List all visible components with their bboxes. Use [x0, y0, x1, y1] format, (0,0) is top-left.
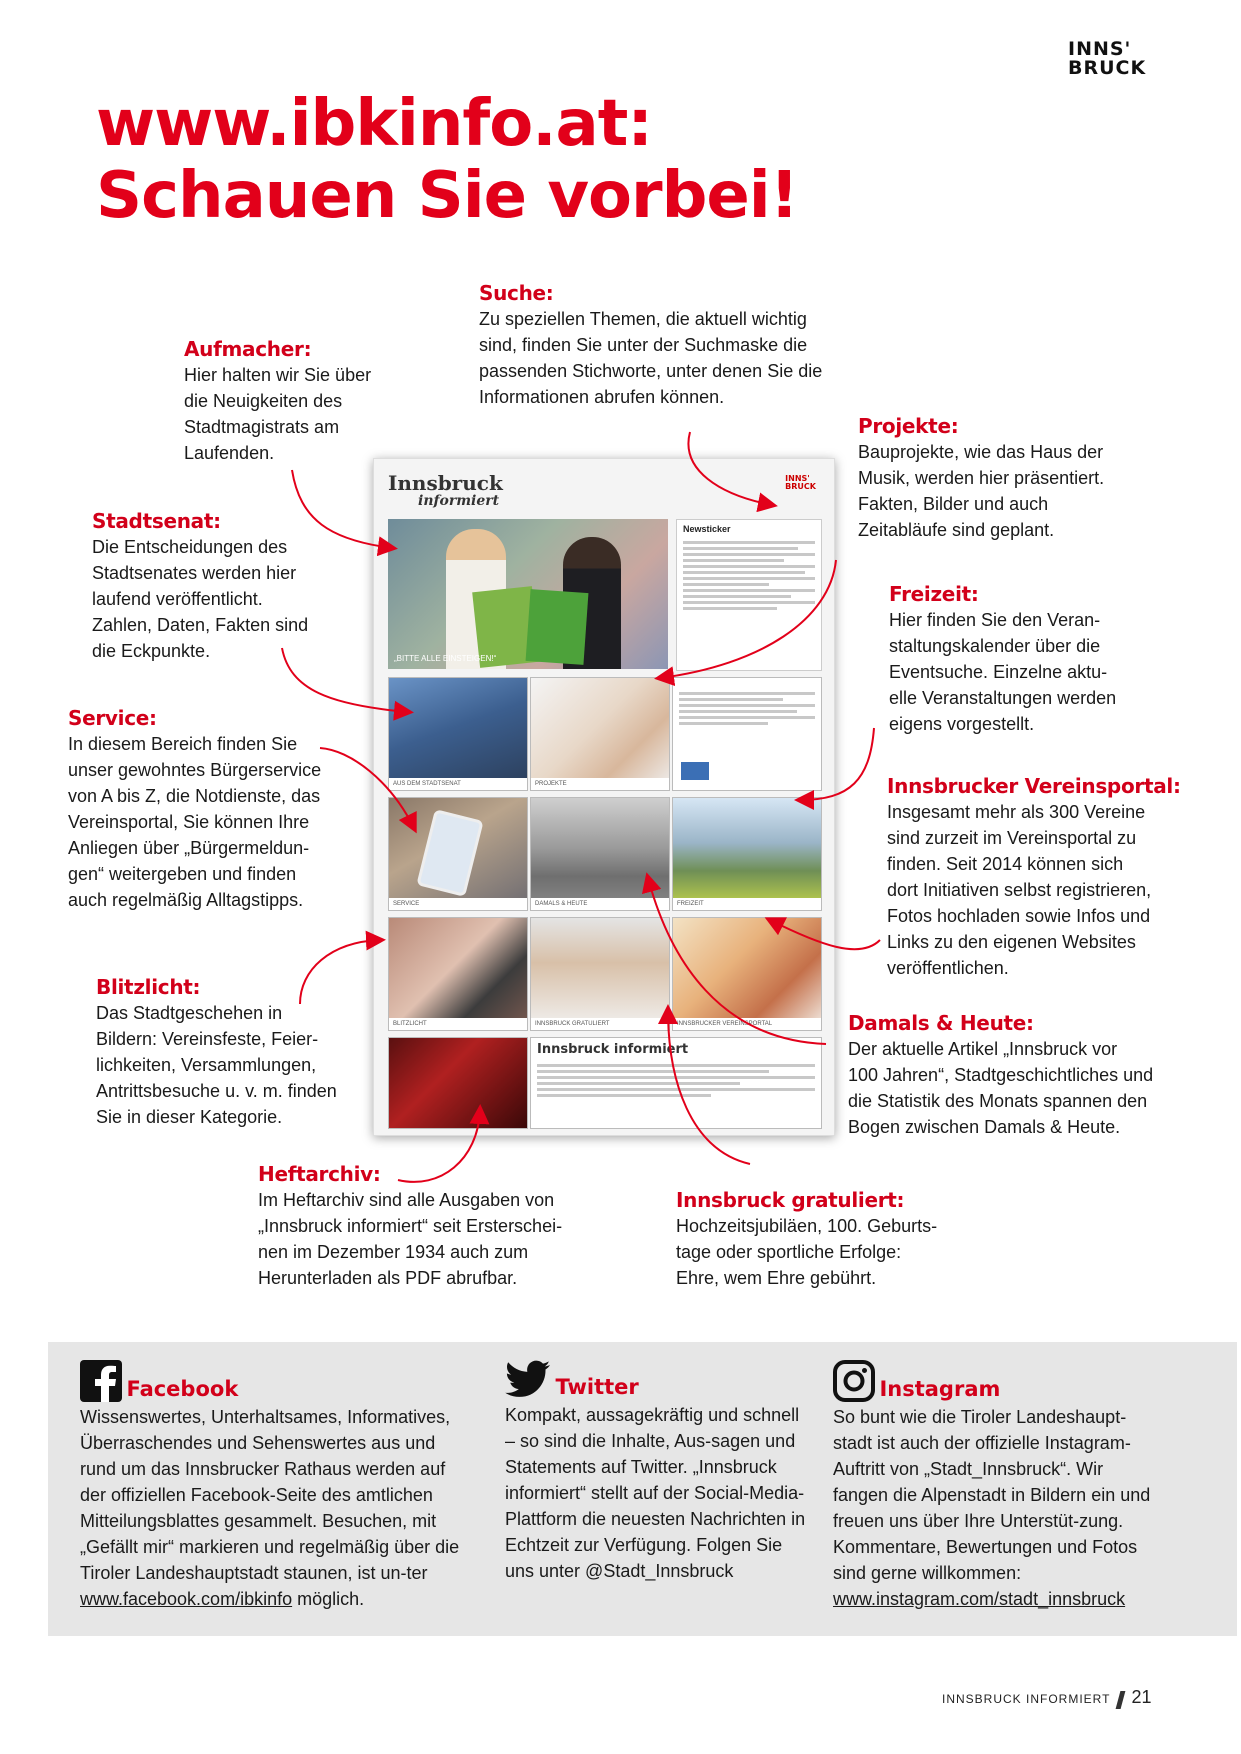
callout-text: Hier finden Sie den Veran- staltungskalender über die Eventsuche. Einzelne aktu- elle Veranstaltungen werden eigens vorgestellt.: [889, 610, 1117, 734]
instagram-section: [833, 1360, 1163, 1612]
callout-title: Suche:: [479, 281, 554, 305]
twitter-section: [505, 1360, 810, 1584]
callout-text: Bauprojekte, wie das Haus der Musik, werden hier präsentiert. Fakten, Bilder und auch Zeitabläufe sind geplant.: [858, 442, 1105, 540]
logo-line-1: INNS': [1068, 38, 1132, 60]
arrow-freizeit: [800, 728, 874, 800]
facebook-title: Facebook: [126, 1377, 239, 1401]
callout-text: In diesem Bereich finden Sie unser gewohntes Bürgerservice von A bis Z, die Notdienste, das Vereinsportal, Sie können Ihre Anliegen über „Bürgermeldun- gen“ weitergeben und finden auch regelmäßig Alltagstipps.: [68, 734, 322, 910]
title-url: www.ibkinfo.at:: [96, 87, 652, 161]
callout-title: Freizeit:: [889, 582, 979, 606]
arrow-aufmacher: [292, 470, 392, 548]
arrow-stadtsenat: [282, 648, 408, 712]
arrow-heftarchiv: [398, 1110, 480, 1182]
hero-caption: „BITTE ALLE EINSTEIGEN!“: [394, 654, 497, 663]
page-footer: [942, 1687, 1151, 1709]
callout-text: Zu speziellen Themen, die aktuell wichtig sind, finden Sie unter der Suchmaske die passenden Stichworte, unter denen Sie die Informationen abrufen können.: [479, 309, 823, 407]
callout-text: Im Heftarchiv sind alle Ausgaben von „Innsbruck informiert“ seit Ersterschei- nen im Dezember 1934 auch zum Herunterladen als PDF abrufbar.: [258, 1190, 563, 1288]
instagram-text: So bunt wie die Tiroler Landeshaupt-stadt ist auch der offizielle Instagram-Auftritt von „Stadt_Innsbruck“. Wir fangen die Alpenstadt in Bildern ein und freuen uns über Ihre Unterstüt-zung. Kommentare, Bewertungen und Fotos sind gerne willkommen: www.instagram.com/stadt_innsbruck: [833, 1407, 1151, 1609]
newsticker-heading: Newsticker: [683, 524, 731, 534]
facebook-section: [80, 1360, 470, 1612]
tile-label: DAMALS & HEUTE: [531, 898, 669, 910]
tile-label: FREIZEIT: [673, 898, 821, 910]
title-tagline: Schauen Sie vorbei!: [96, 159, 798, 233]
callout-title: Innsbrucker Vereinsportal:: [887, 774, 1181, 798]
callout-title: Projekte:: [858, 414, 959, 438]
callout-title: Blitzlicht:: [96, 975, 201, 999]
callout-text: Der aktuelle Artikel „Innsbruck vor 100 Jahren“, Stadtgeschichtliches und die Statistik des Monats spannen den Bogen zwischen Damals & Heute.: [848, 1039, 1154, 1137]
instagram-link[interactable]: www.instagram.com/stadt_innsbruck: [833, 1589, 1126, 1609]
footer-label: INNSBRUCK INFORMIERT: [942, 1692, 1111, 1706]
mockup-subtitle: informiert: [418, 493, 500, 509]
callout-title: Aufmacher:: [184, 337, 312, 361]
arrow-service: [320, 748, 414, 828]
arrow-gratuliert: [668, 1010, 750, 1164]
twitter-title: Twitter: [555, 1375, 639, 1399]
tile-label: SERVICE: [389, 898, 527, 910]
callout-title: Stadtsenat:: [92, 509, 221, 533]
archive-heading: Innsbruck informiert: [537, 1042, 689, 1057]
instagram-title: Instagram: [879, 1377, 1001, 1401]
facebook-text: Wissenswertes, Unterhaltsames, Informatives, Überraschendes und Sehenswertes aus und rund um das Innsbrucker Rathaus werden auf der offiziellen Facebook-Seite des amtlichen Mitteilungsblattes gesammelt. Besuchen, mit „Gefällt mir“ markieren und regelmäßig über die Tiroler Landeshauptstadt staunen, ist un-ter www.facebook.com/ibkinfo möglich.: [80, 1407, 460, 1609]
tile-label: PROJEKTE: [531, 778, 669, 790]
facebook-link[interactable]: www.facebook.com/ibkinfo: [80, 1589, 293, 1609]
facebook-icon: [80, 1360, 122, 1402]
tile-label: INNSBRUCK GRATULIERT: [531, 1018, 669, 1030]
callout-title: Innsbruck gratuliert:: [676, 1188, 905, 1212]
arrow-suche: [688, 432, 772, 505]
callout-text: Die Entscheidungen des Stadtsenates werden hier laufend veröffentlicht. Zahlen, Daten, Fakten sind die Eckpunkte.: [92, 537, 309, 661]
arrow-damals: [648, 878, 826, 1044]
tile-label: AUS DEM STADTSENAT: [389, 778, 527, 790]
callout-title: Heftarchiv:: [258, 1162, 381, 1186]
callout-text: Hier halten wir Sie über die Neuigkeiten des Stadtmagistrats am Laufenden.: [184, 365, 372, 463]
page-number: 21: [1131, 1687, 1152, 1707]
arrow-projekte: [660, 560, 836, 678]
tile-label: INNSBRUCKER VEREINSPORTAL: [673, 1018, 821, 1030]
twitter-icon: [505, 1360, 551, 1400]
callout-text: Insgesamt mehr als 300 Vereine sind zurzeit im Vereinsportal zu finden. Seit 2014 können sich dort Initiativen selbst registrieren, Fotos hochladen sowie Infos und Links zu den eigenen Websites veröffentlichen.: [887, 802, 1152, 978]
mockup-title: Innsbruck: [388, 471, 503, 495]
arrow-vereinsportal: [770, 920, 880, 949]
callout-title: Service:: [68, 706, 157, 730]
callout-text: Hochzeitsjubiläen, 100. Geburts- tage oder sportliche Erfolge: Ehre, wem Ehre gebührt.: [676, 1216, 938, 1288]
logo-line-2: BRUCK: [1068, 57, 1147, 79]
footer-separator: [1116, 1691, 1126, 1709]
tile-label: BLITZLICHT: [389, 1018, 527, 1030]
callout-text: Das Stadtgeschehen in Bildern: Vereinsfeste, Feier- lichkeiten, Versammlungen, Antrittsbesuche u. v. m. finden Sie in dieser Kategorie.: [96, 1003, 337, 1127]
arrow-blitzlicht: [300, 940, 380, 1004]
callout-title: Damals & Heute:: [848, 1011, 1034, 1035]
instagram-icon: [833, 1360, 875, 1402]
twitter-text: Kompakt, aussagekräftig und schnell – so sind die Inhalte, Aus-sagen und Statements auf Twitter. „Innsbruck informiert“ stellt auf der Social-Media-Plattform die neuesten Nachrichten in Echtzeit zur Verfügung. Folgen Sie uns unter @Stadt_Innsbruck: [505, 1405, 806, 1581]
mockup-logo: INNS' BRUCK: [785, 474, 816, 491]
